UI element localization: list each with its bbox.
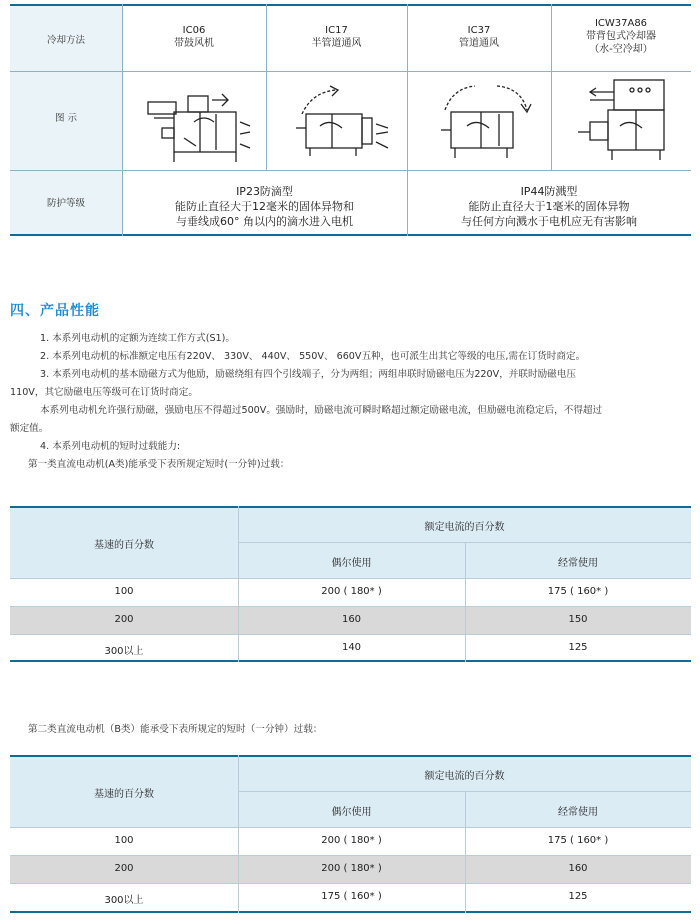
- table-bottom-border: [10, 234, 691, 236]
- protection-ip44: [407, 184, 691, 229]
- method-desc: （水-空冷却）: [589, 44, 653, 55]
- col-header-base: 基速的百分数: [94, 789, 154, 800]
- protection-title: IP44防溅型: [520, 185, 578, 198]
- row-divider: [10, 170, 691, 171]
- table-top-border: [10, 506, 691, 508]
- cell-occasional: 200 ( 180* ): [321, 586, 382, 597]
- cell-frequent: 150: [568, 614, 588, 625]
- row-divider: [10, 71, 691, 72]
- cell-occasional: 200 ( 180* ): [321, 835, 382, 846]
- table-bottom-border: [10, 911, 691, 913]
- method-desc: 管道通风: [459, 38, 499, 49]
- paragraph: 3. 本系列电动机的基本励磁方式为他励，励磁绕组有四个引线端子，分为两组；两组串联时励磁电压为220V，并联时励磁电压: [40, 369, 576, 380]
- method-ic37: [407, 24, 551, 50]
- method-code: IC37: [467, 25, 491, 36]
- col-header-base: 基速的百分数: [94, 540, 154, 551]
- cell-occasional: 175 ( 160* ): [321, 891, 382, 902]
- col-header-occasional: 偶尔使用: [331, 558, 372, 569]
- cell-frequent: 160: [568, 863, 588, 874]
- col-header-rated: 额定电流的百分数: [424, 771, 505, 782]
- header-divider: [10, 578, 691, 579]
- method-code: IC17: [325, 25, 348, 36]
- overload-table-b: [10, 755, 691, 913]
- section-body: [10, 330, 694, 474]
- ic17-motor-diagram: [296, 84, 392, 164]
- row-divider: [10, 634, 691, 635]
- section-title: 四、产品性能: [10, 303, 100, 319]
- row-label-method: 冷却方法: [46, 35, 85, 46]
- table-bottom-border: [10, 660, 691, 662]
- col-header-frequent: 经常使用: [558, 807, 598, 818]
- table-top-border: [10, 755, 691, 757]
- paragraph: 2. 本系列电动机的标准额定电压有220V、 330V、 440V、 550V、 660V五种，也可派生出其它等级的电压,需在订货时商定。: [40, 351, 586, 362]
- method-code: ICW37A86: [594, 18, 648, 29]
- cell-occasional: 160: [341, 614, 362, 625]
- icw37a86-motor-diagram: [576, 78, 672, 164]
- cell-base: 300以上: [104, 646, 144, 657]
- cell-base: 100: [114, 835, 134, 846]
- method-desc: 带背包式冷却器: [586, 31, 656, 42]
- cell-base: 100: [114, 586, 134, 597]
- cell-frequent: 125: [568, 642, 588, 653]
- protection-text: 与垂线成60° 角以内的滴水进入电机: [176, 215, 353, 228]
- row-divider: [10, 855, 691, 856]
- method-code: IC06: [182, 25, 206, 36]
- ic06-motor-diagram: [144, 82, 254, 164]
- protection-title: IP23防滴型: [236, 185, 293, 198]
- header-divider: [10, 827, 691, 828]
- row-label-column: [10, 4, 122, 236]
- paragraph: 本系列电动机允许强行励磁，强励电压不得超过500V。强励时，励磁电流可瞬时略超过额定励磁电流，但励磁电流稳定后，不得超过: [40, 405, 603, 416]
- row-label-diagram: 图 示: [54, 113, 78, 124]
- row-divider: [10, 883, 691, 884]
- row-divider: [10, 606, 691, 607]
- ic37-motor-diagram: [437, 82, 533, 164]
- cooling-table: [10, 4, 691, 236]
- cell-occasional: 140: [341, 642, 362, 653]
- method-desc: 带鼓风机: [174, 38, 214, 49]
- cell-base: 200: [114, 614, 134, 625]
- col-header-occasional: 偶尔使用: [331, 807, 372, 818]
- overload-table-a: [10, 506, 691, 662]
- table-top-border: [10, 4, 691, 6]
- method-ic06: [122, 24, 266, 50]
- col-header-rated: 额定电流的百分数: [424, 522, 505, 533]
- paragraph: 1. 本系列电动机的定额为连续工作方式(S1)。: [40, 333, 235, 344]
- cell-frequent: 125: [568, 891, 588, 902]
- method-ic17: [266, 24, 407, 50]
- protection-ip23: [122, 184, 407, 229]
- paragraph: 110V，其它励磁电压等级可在订货时商定。: [10, 387, 198, 398]
- protection-text: 能防止直径大于1毫米的固体异物: [468, 200, 630, 213]
- protection-text: 能防止直径大于12毫米的固体异物和: [175, 200, 354, 213]
- paragraph: 4. 本系列电动机的短时过载能力:: [40, 441, 181, 452]
- cell-occasional: 200 ( 180* ): [321, 863, 382, 874]
- cell-base: 200: [114, 863, 134, 874]
- row-label-protection: 防护等级: [46, 198, 85, 209]
- method-icw37a86: [551, 17, 691, 56]
- cell-base: 300以上: [104, 895, 144, 906]
- method-desc: 半管道通风: [311, 38, 362, 49]
- cell-frequent: 175 ( 160* ): [547, 835, 609, 846]
- paragraph: 第一类直流电动机(A类)能承受下表所规定短时(一分钟)过载：: [28, 459, 290, 470]
- paragraph: 额定值。: [10, 423, 49, 434]
- table-b-caption: 第二类直流电动机（B类）能承受下表所规定的短时（一分钟）过载：: [28, 724, 323, 735]
- col-header-frequent: 经常使用: [558, 558, 598, 569]
- cell-frequent: 175 ( 160* ): [547, 586, 609, 597]
- protection-text: 与任何方向溅水于电机应无有害影响: [461, 215, 637, 228]
